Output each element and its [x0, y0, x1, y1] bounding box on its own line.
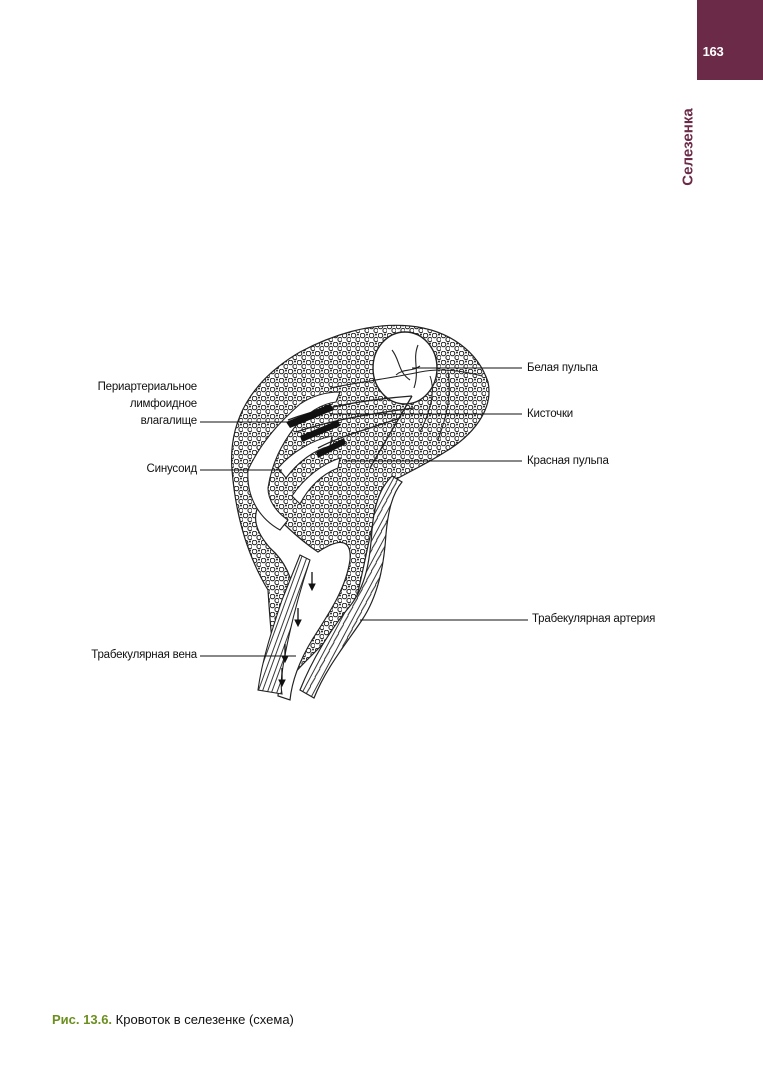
caption-text: Кровоток в селезенке (схема) [115, 1012, 294, 1027]
label-periarterial-2: лимфоидное [129, 398, 197, 410]
page-number: 163 [702, 44, 724, 59]
label-trabecular-vein: Трабекулярная вена [91, 649, 197, 661]
label-red-pulp: Красная пульпа [527, 455, 609, 467]
figure-reference: Рис. 13.6. [52, 1012, 113, 1027]
label-periarterial-3: влагалище [140, 415, 197, 427]
label-trabecular-artery: Трабекулярная артерия [532, 613, 656, 625]
label-periarterial-1: Периартериальное [97, 381, 197, 393]
section-title: Селезенка [679, 108, 697, 186]
figure-caption [52, 1012, 294, 1027]
label-white-pulp: Белая пульпа [527, 362, 598, 374]
label-sinusoid: Синусоид [146, 463, 197, 475]
label-penicilli: Кисточки [527, 408, 574, 420]
